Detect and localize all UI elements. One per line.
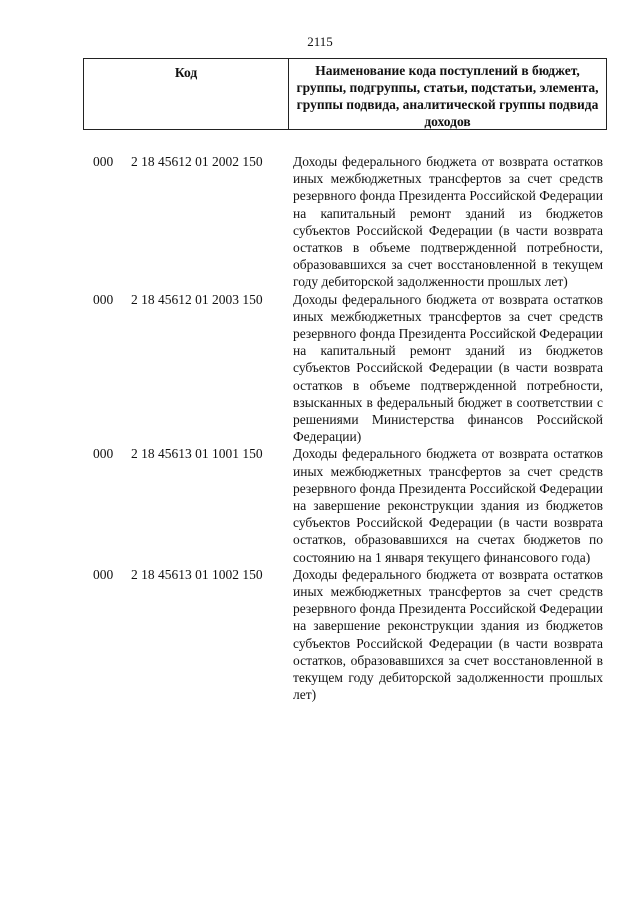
entry-admin-code: 000 — [93, 154, 114, 169]
table-row — [0, 445, 640, 565]
entry-description: Доходы федерального бюджета от возврата остатков иных межбюджетных трансфертов за счет средств резервного фонда Президента Российской Федерации на завершение реконструкции здания из бюджетов субъектов Российской Федерации (в части возврата остатков, образовавшихся за счет восстановленной в текущем году дебиторской задолженности прошлых лет) — [293, 566, 604, 703]
table-row — [0, 153, 640, 291]
entry-budget-code: 2 18 45612 01 2003 150 — [131, 291, 263, 307]
entry-description: Доходы федерального бюджета от возврата остатков иных межбюджетных трансфертов за счет средств резервного фонда Президента Российской Федерации на завершение реконструкции здания из бюджетов субъектов Российской Федерации (в части возврата остатков, образовавшихся на счетах бюджетов по состоянию на 1 января текущего финансового года) — [293, 446, 604, 565]
entry-description: Доходы федерального бюджета от возврата остатков иных межбюджетных трансфертов за счет средств резервного фонда Президента Российской Федерации на капитальный ремонт зданий из бюджетов субъектов Российской Федерации (в части возврата остатков в объеме подтвержденной потребности, взысканных в федеральный бюджет в соответствии с решениями Министерства финансов Российской Федерации) — [293, 291, 604, 445]
entry-admin-code: 000 — [93, 446, 114, 462]
header-name-label: Наименование кода поступлений в бюджет, группы, подгруппы, статьи, подстатьи, элемента, группы подвида, аналитической группы подвида доходов — [296, 63, 599, 129]
table-row — [0, 291, 640, 446]
page-number: 2115 — [307, 34, 333, 49]
entry-description: Доходы федерального бюджета от возврата остатков иных межбюджетных трансфертов за счет средств резервного фонда Президента Российской Федерации на капитальный ремонт зданий из бюджетов субъектов Российской Федерации (в части возврата остатков в объеме подтвержденной потребности, образовавшихся за счет восстановленной в текущем году дебиторской задолженности прошлых лет) — [293, 154, 604, 290]
entry-budget-code: 2 18 45613 01 1002 150 — [131, 566, 263, 582]
table-header — [83, 58, 607, 130]
entry-admin-code: 000 — [93, 291, 114, 307]
entries-list — [0, 153, 640, 704]
table-row — [0, 566, 640, 704]
header-code-label: Код — [84, 59, 289, 129]
entry-budget-code: 2 18 45613 01 1001 150 — [131, 446, 263, 462]
entry-budget-code: 2 18 45612 01 2002 150 — [131, 154, 263, 169]
entry-admin-code: 000 — [93, 566, 114, 582]
